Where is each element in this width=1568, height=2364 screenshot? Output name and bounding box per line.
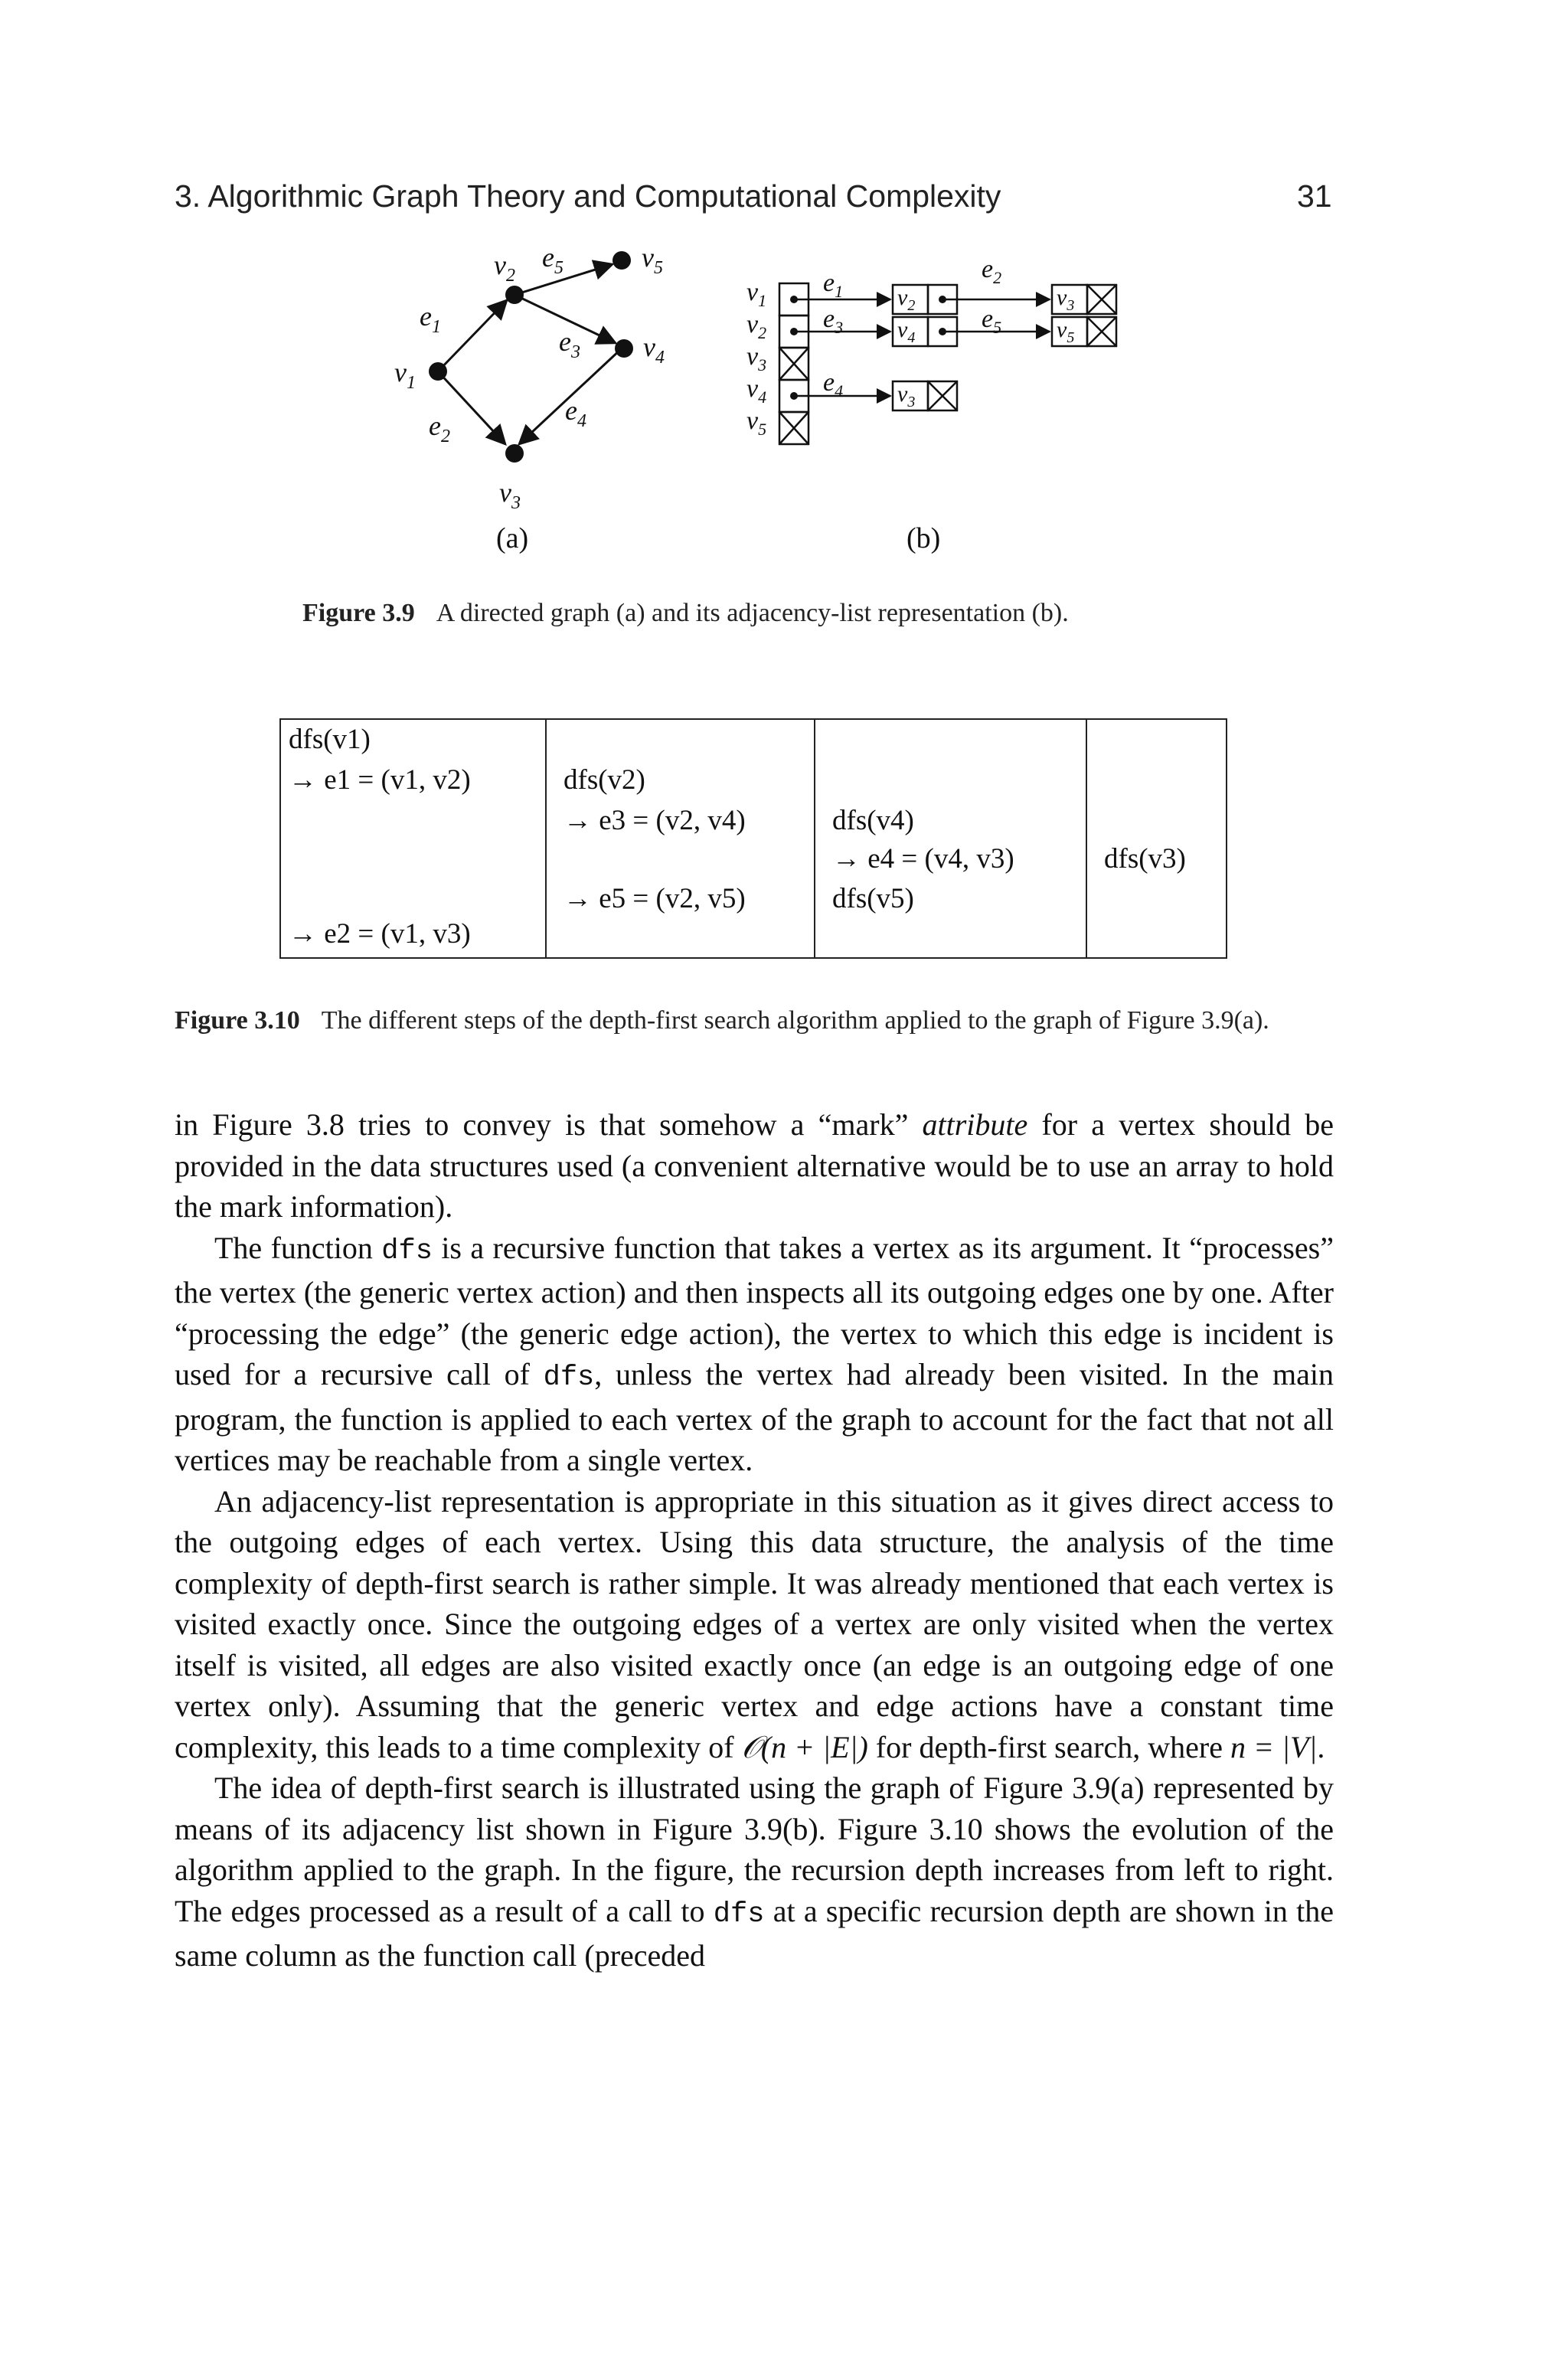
adj-row-label-v2: $v_2$ [746,310,767,342]
cell-line: → e4 = (v4, v3) [832,843,1014,875]
table-row [280,719,1227,958]
paragraph-1: in Figure 3.8 tries to convey is that somehow a “mark” attribute for a vertex should be provided in the data structures used (a convenient alternative would be to use an array to hold the mark information). [175,1107,1334,1224]
adj-edge-label-e2: $e_2$ [982,255,1002,287]
vertex-array [779,283,808,444]
math-complexity: 𝒪(n + |E|) [741,1729,868,1764]
adj-edge-label-e1: $e_1$ [823,269,844,301]
vertex-label-v4: $v_4$ [643,332,665,368]
figure-3-9-caption-label: Figure 3.9 [302,599,415,627]
figure-3-9b-adjacency-list [0,0,1568,613]
paragraph-3: An adjacency-list representation is appropriate in this situation as it gives direct access to the outgoing edges of each vertex. Using this data structure, the analysis of the time complexity of depth-first search is rather simple. It was already mentioned that each vertex is visited exactly once. Since the outgoing edges of a vertex are only visited when the vertex itself is visited, all edges are also visited exactly once (an edge is an outgoing edge of one vertex only). Assuming that the generic vertex and edge actions have a constant time complexity, this leads to a time complexity of 𝒪(n + |E|) for depth-first search, where n = |V|. [175,1483,1334,1764]
code-dfs: dfs [381,1234,433,1267]
adj-row-label-v4: $v_4$ [746,374,767,407]
cell-line: dfs(v4) [832,805,914,836]
edge-label-e5: $e_5$ [542,242,564,278]
cell-line: dfs(v3) [1104,843,1186,875]
body-text [175,1104,1334,1977]
page-number: 31 [1297,178,1332,214]
vertex-label-v3: $v_3$ [499,477,521,513]
adj-row-label-v5: $v_5$ [746,407,767,439]
node-v2-e3-target: $v_4$ [897,317,916,346]
table-cell-depth-4 [1086,719,1227,958]
edge-label-e3: $e_3$ [559,326,580,362]
figure-3-10-caption [175,1003,1334,1038]
edge-label-e2: $e_2$ [429,410,450,446]
node-v2-e5-target: $v_5$ [1057,317,1075,346]
edge-label-e4: $e_4$ [565,395,586,431]
adj-edge-label-e4: $e_4$ [823,368,844,401]
cell-line: → e5 = (v2, v5) [564,883,746,914]
edge-label-e1: $e_1$ [420,301,441,337]
figure-3-10-caption-label: Figure 3.10 [175,1006,300,1035]
paragraph-2: The function dfs is a recursive function that takes a vertex as its argument. It “processes” the vertex (the generic vertex action) and then inspects all its outgoing edges one by one. After “processing the edge” (the generic edge action), the vertex to which this edge is incident is used for a recursive call of dfs, unless the vertex had already been visited. In the main program, the function is applied to each vertex of the graph to account for the fact that not all vertices may be reachable from a single vertex. [175,1230,1334,1477]
table-cell-depth-1 [280,719,546,958]
figure-3-10-table [279,718,1227,959]
node-v1-e2-target: $v_3$ [1057,285,1075,314]
running-header-title: 3. Algorithmic Graph Theory and Computational Complexity [175,178,1001,214]
adj-row-label-v3: $v_3$ [746,342,767,374]
adj-edge-label-e5: $e_5$ [982,305,1002,337]
table-cell-depth-3 [815,719,1086,958]
code-dfs: dfs [713,1898,765,1931]
paragraph-4: The idea of depth-first search is illustrated using the graph of Figure 3.9(a) represented by means of its adjacency list shown in Figure 3.9(b). Figure 3.10 shows the evolution of the algorithm applied to the graph. In the figure, the recursion depth increases from left to right. The edges processed as a result of a call to dfs at a specific recursion depth are shown in the same column as the function call (preceded [175,1771,1334,1973]
cell-line: → e3 = (v2, v4) [564,805,746,836]
figure-3-10-caption-text: The different steps of the depth-first search algorithm applied to the graph of Figure 3.9(a). [321,1006,1269,1035]
figure-3-9-caption [302,596,1069,631]
code-dfs: dfs [543,1362,595,1394]
math-n: n = |V| [1230,1729,1318,1764]
adj-edge-label-e3: $e_3$ [823,305,844,337]
vertex-label-v5: $v_5$ [642,242,663,278]
cell-line: dfs(v5) [832,883,914,914]
vertex-label-v2: $v_2$ [494,250,515,286]
vertex-label-v1: $v_1$ [394,357,416,393]
adj-row-label-v1: $v_1$ [746,278,767,310]
cell-line: → e1 = (v1, v2) [289,764,471,796]
figure-label-b: (b) [906,522,941,554]
figure-label-a: (a) [496,522,529,554]
node-v1-e1-target: $v_2$ [897,285,916,314]
cell-line: dfs(v1) [289,724,371,755]
node-v4-e4-target: $v_3$ [897,381,916,410]
figure-3-9-caption-text: A directed graph (a) and its adjacency-list representation (b). [436,599,1069,627]
emphasis: attribute [922,1107,1028,1142]
cell-line: → e2 = (v1, v3) [289,918,471,950]
table-cell-depth-2 [546,719,815,958]
cell-line: dfs(v2) [564,764,645,796]
